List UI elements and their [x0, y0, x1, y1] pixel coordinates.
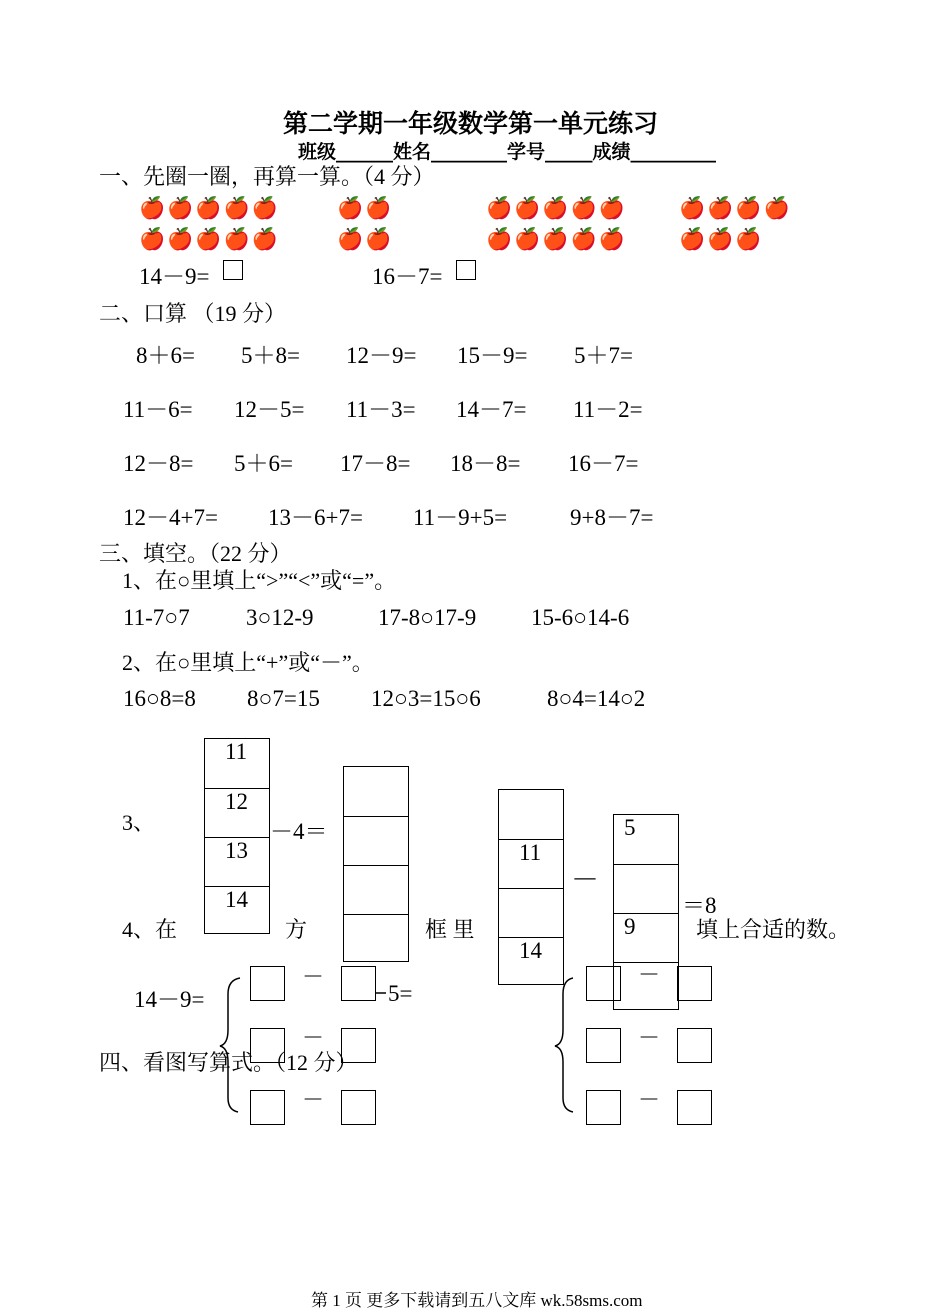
section4-heading: 四、看图写算式。（12 分） [99, 1050, 358, 1075]
compare-item: 17-8○17-9 [378, 605, 477, 630]
answer-box[interactable] [677, 1090, 712, 1125]
q5-mid-expression: 5= [388, 981, 413, 1006]
minus-sign: － [638, 1025, 661, 1050]
answer-box[interactable] [250, 1090, 285, 1125]
answer-box[interactable] [677, 966, 712, 1001]
oral-calc-item: 11－2= [573, 397, 643, 422]
column-cell: 11 [225, 739, 248, 764]
apple-group-2-row1: 🍎🍎 [337, 196, 394, 220]
answer-box[interactable] [586, 1028, 621, 1063]
oral-calc-item: 17－8= [340, 451, 411, 476]
column-cell: 13 [205, 837, 269, 886]
apple-group-2-row2: 🍎🍎 [337, 227, 394, 251]
column-cell: 9 [614, 913, 678, 962]
apple-group-1-row2: 🍎🍎🍎🍎🍎 [139, 227, 280, 251]
operator-item: 12○3=15○6 [371, 686, 481, 711]
oral-calc-item: 15－9= [457, 343, 528, 368]
apple-group-3-row2: 🍎🍎🍎🍎🍎 [486, 227, 627, 251]
section1-heading: 一、先圈一圈，再算一算。（4 分） [99, 164, 435, 189]
answer-box[interactable] [677, 1028, 712, 1063]
oral-calc-item: 12－4+7= [123, 505, 218, 530]
answer-box[interactable] [341, 966, 376, 1001]
compare-item: 11-7○7 [123, 605, 190, 630]
oral-calc-item: 9+8－7= [570, 505, 654, 530]
oral-calc-item: 5＋7= [574, 343, 633, 368]
answer-box[interactable] [250, 966, 285, 1001]
minus-sign: － [302, 1087, 325, 1112]
apple-group-4-row1: 🍎🍎🍎🍎 [679, 196, 792, 220]
section2-heading: 二、口算 （19 分） [99, 301, 287, 326]
oral-calc-item: 11－9+5= [413, 505, 508, 530]
compare-item: 15-6○14-6 [531, 605, 630, 630]
q1-label: 1、在○里填上“>”“<”或“=”。 [122, 568, 397, 593]
oral-calc-item: 11－3= [346, 397, 416, 422]
q4-text-c: 框 里 [425, 917, 475, 942]
q4-equals: ＝8 [682, 893, 717, 918]
q4-text-a: 4、在 [122, 917, 178, 942]
oral-calc-item: 12－9= [346, 343, 417, 368]
oral-calc-item: 11－6= [123, 397, 193, 422]
q4-minus-sign: － [571, 865, 600, 896]
q5-left-expression: 14－9= [134, 987, 205, 1012]
apple-group-1-row1: 🍎🍎🍎🍎🍎 [139, 196, 280, 220]
section1-expr-1: 14－9= [139, 264, 210, 289]
q4-text-b: 方 [285, 917, 308, 942]
column-cell: 14 [205, 886, 269, 935]
oral-calc-item: 13－6+7= [268, 505, 363, 530]
minus-sign: － [302, 1025, 325, 1050]
column-cell: 11 [499, 839, 563, 888]
student-info-line: 班级______姓名________学号_____成绩_________ [298, 141, 717, 163]
section3-heading: 三、填空。（22 分） [99, 541, 292, 566]
oral-calc-item: 8＋6= [136, 343, 195, 368]
operator-item: 16○8=8 [123, 686, 196, 711]
answer-box[interactable] [586, 1090, 621, 1125]
column-cell: 12 [205, 788, 269, 837]
oral-calc-item: 5＋8= [241, 343, 300, 368]
oral-calc-item: 18－8= [450, 451, 521, 476]
oral-calc-item: 16－7= [568, 451, 639, 476]
column-cell: 14 [499, 937, 563, 986]
answer-box[interactable] [586, 966, 621, 1001]
operator-item: 8○4=14○2 [547, 686, 646, 711]
oral-calc-item: 12－8= [123, 451, 194, 476]
page-footer: 第 1 页 更多下载请到五八文库 wk.58sms.com [311, 1291, 643, 1310]
apple-group-4-row2: 🍎🍎🍎 [679, 227, 764, 251]
column-cell: 5 [624, 815, 636, 840]
q3-label: 3、 [122, 810, 156, 835]
minus-sign: － [302, 964, 325, 989]
answer-box[interactable] [341, 1090, 376, 1125]
oral-calc-item: 14－7= [456, 397, 527, 422]
oral-calc-item: 5＋6= [234, 451, 293, 476]
apple-group-3-row1: 🍎🍎🍎🍎🍎 [486, 196, 627, 220]
operator-item: 8○7=15 [247, 686, 320, 711]
oral-calc-item: 12－5= [234, 397, 305, 422]
q3-operator: －4＝ [270, 819, 328, 844]
q2-label: 2、在○里填上“+”或“－”。 [122, 650, 374, 675]
compare-item: 3○12-9 [246, 605, 314, 630]
page-title: 第二学期一年级数学第一单元练习 [283, 109, 659, 138]
section1-expr-2: 16－7= [372, 264, 443, 289]
minus-sign: － [638, 962, 661, 987]
minus-sign: － [638, 1087, 661, 1112]
q4-text-d: 填上合适的数。 [696, 917, 851, 942]
